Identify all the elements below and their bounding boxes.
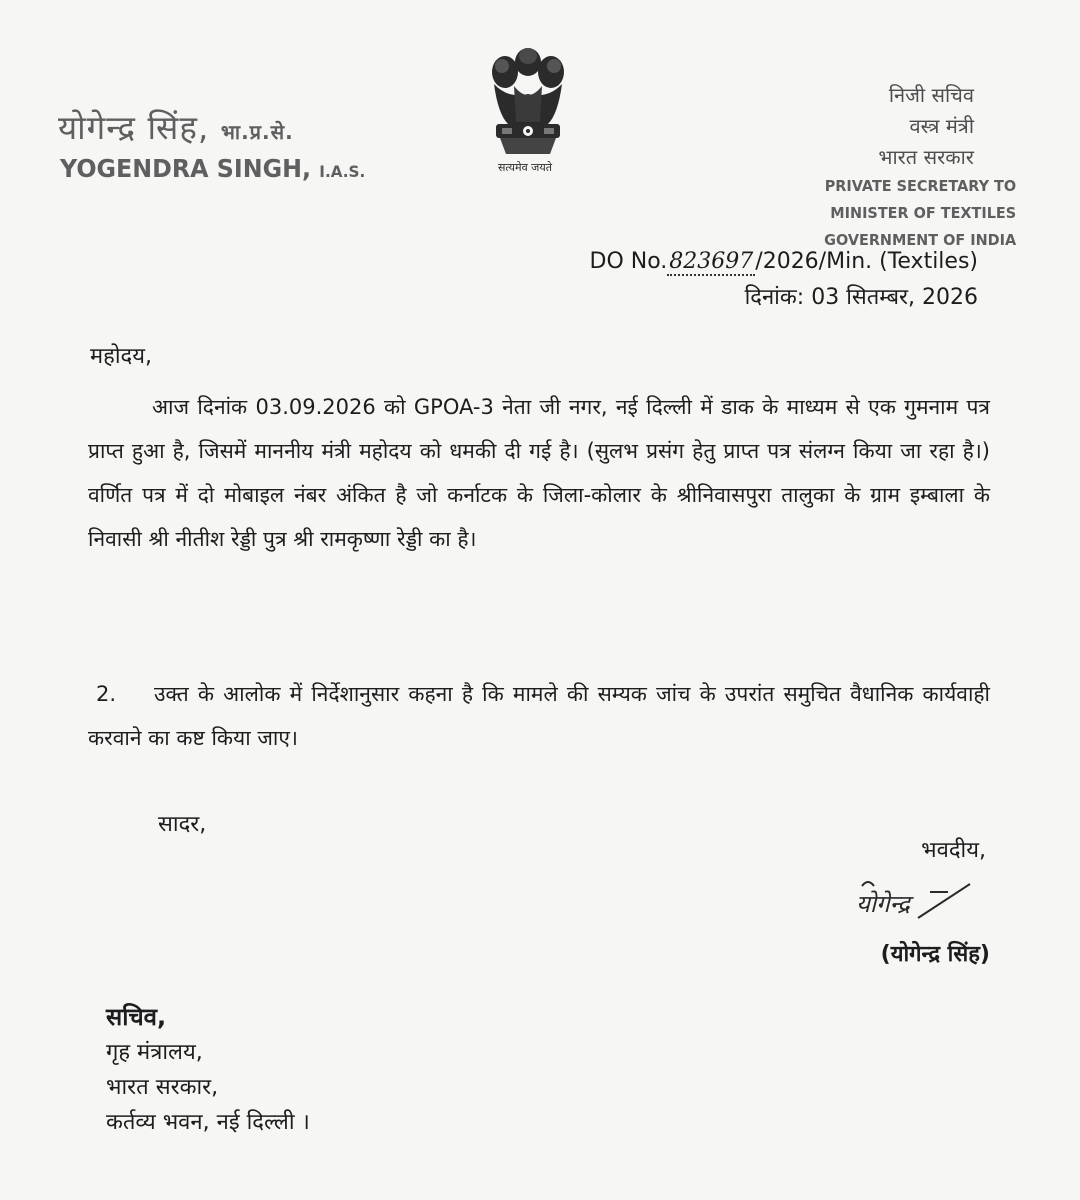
do-prefix: DO No. (589, 249, 668, 274)
sender-name-hindi (58, 104, 294, 149)
do-reference (590, 249, 978, 274)
addressee-line-2: भारत सरकार, (106, 1075, 219, 1100)
do-suffix: /2026/Min. (Textiles) (755, 249, 978, 274)
signature-text: योगेन्द्र (856, 890, 910, 918)
addressee-block (106, 1000, 310, 1140)
do-number: 823697 (669, 249, 754, 274)
designation-english-line-2: MINISTER OF TEXTILES (830, 204, 1017, 222)
handwritten-signature (848, 872, 978, 934)
designation-hindi-line-3: भारत सरकार (878, 145, 974, 169)
designation-english-line-3: GOVERNMENT OF INDIA (824, 231, 1017, 249)
emblem-motto: सत्यमेव जयते (497, 161, 552, 174)
letter-date (745, 281, 978, 311)
sender-name-english-text: YOGENDRA SINGH, (60, 154, 312, 183)
signer-name: (योगेन्द्र सिंह) (880, 942, 990, 967)
addressee-title: सचिव, (106, 1003, 167, 1031)
date-label: दिनांक: (744, 285, 805, 310)
sender-designation (698, 80, 1018, 254)
paragraph-2-text: उक्त के आलोक में निर्देशानुसार कहना है कि मामले की सम्यक जांच के उपरांत समुचित वैधानिक कार्यवाही करवाने का कष्ट किया जाए। (88, 682, 990, 750)
paragraph-2 (88, 672, 990, 760)
designation-hindi-line-1: निजी सचिव (888, 83, 974, 107)
designation-english-line-1: PRIVATE SECRETARY TO (824, 177, 1017, 195)
date-value: 03 सितम्बर, 2026 (811, 285, 978, 310)
addressee-line-1: गृह मंत्रालय, (106, 1040, 203, 1065)
national-emblem-icon (478, 44, 578, 174)
sender-name-english (60, 154, 365, 183)
salutation: महोदय, (90, 344, 152, 369)
paragraph-1: आज दिनांक 03.09.2026 को GPOA-3 नेता जी नगर, नई दिल्ली में डाक के माध्यम से एक गुमनाम पत्र प्राप्त हुआ है, जिसमें माननीय मंत्री महोदय को धमकी दी गई है। (सुलभ प्रसंग हेतु प्राप्त पत्र संलग्न किया जा रहा है।) वर्णित पत्र में दो मोबाइल नंबर अंकित है जो कर्नाटक के जिला-कोलार के श्रीनिवासपुरा तालुका के ग्राम इम्बाला के निवासी श्री नीतीश रेड्डी पुत्र श्री रामकृष्णा रेड्डी का है। (88, 395, 990, 551)
sender-name-hindi-text: योगेन्द्र सिंह, (58, 108, 210, 147)
sender-service-english: I.A.S. (319, 162, 366, 181)
sender-service-hindi: भा.प्र.से. (220, 120, 294, 144)
paragraph-2-number: 2. (96, 682, 117, 706)
addressee-line-3: कर्तव्य भवन, नई दिल्ली । (106, 1110, 310, 1135)
sign-off: भवदीय, (921, 838, 986, 863)
designation-hindi-line-2: वस्त्र मंत्री (909, 114, 974, 138)
closing: सादर, (158, 812, 207, 837)
